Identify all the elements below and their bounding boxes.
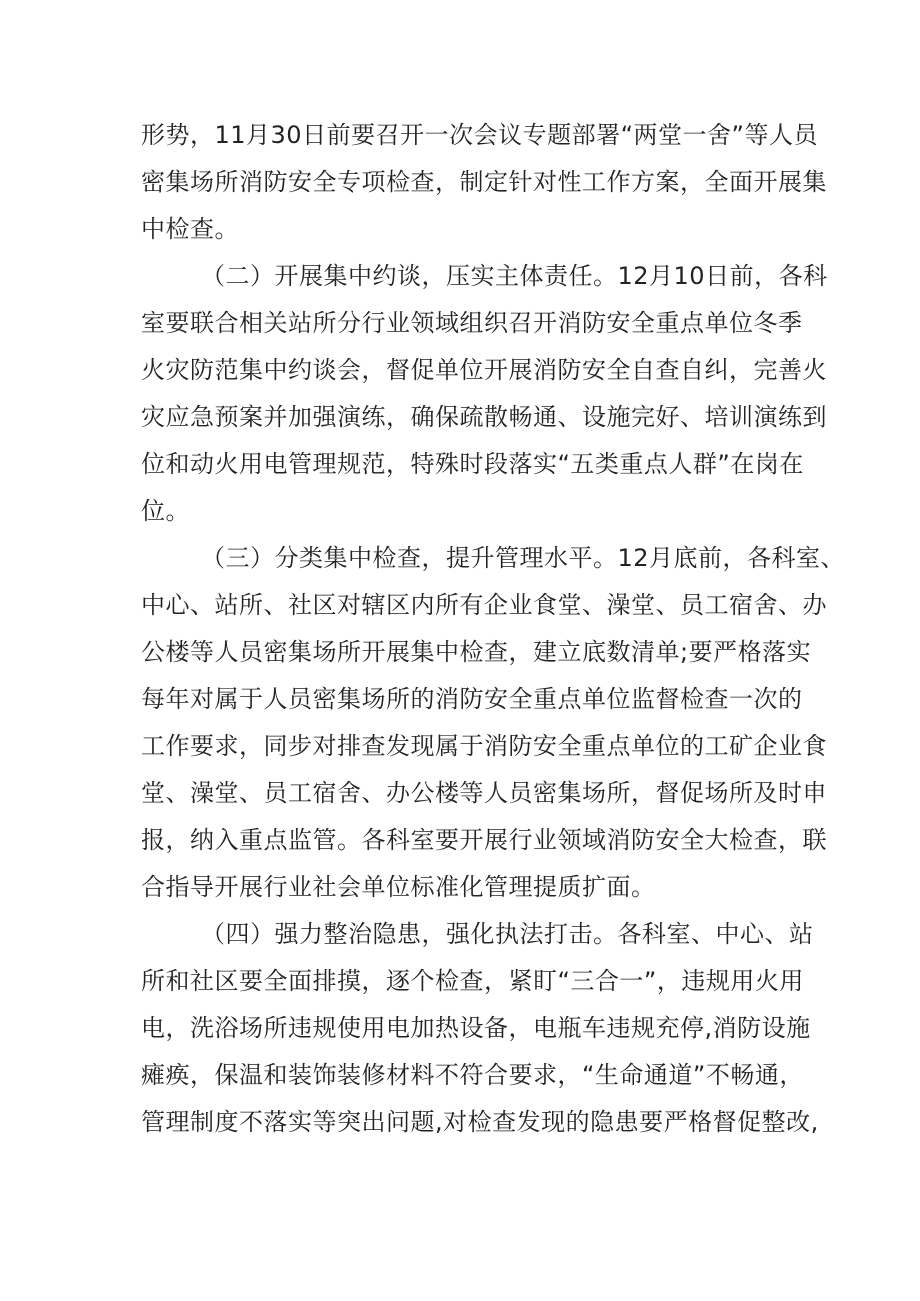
text-line: （二）开展集中约谈，压实主体责任。12月10日前，各科 [201,262,828,290]
text-line: 密集场所消防安全专项检查，制定针对性工作方案，全面开展集 [141,168,827,196]
text-line: 瘫痪，保温和装饰装修材料不符合要求，“生命通道”不畅通， [141,1061,804,1089]
text-line: 中心、站所、社区对辖区内所有企业食堂、澡堂、员工宿舍、办 [141,591,827,619]
text-line: 形势，11月30日前要召开一次会议专题部署“两堂一舍”等人员 [141,121,818,149]
text-line: 中检查。 [141,215,239,243]
document-body [141,112,846,1146]
text-line: 火灾防范集中约谈会，督促单位开展消防安全自查自纠，完善火 [141,356,827,384]
text-line: 报，纳入重点监管。各科室要开展行业领域消防安全大检查，联 [141,826,827,854]
text-line: 工作要求，同步对排查发现属于消防安全重点单位的工矿企业食 [141,732,827,760]
text-line: 位。 [141,497,190,525]
text-line: 所和社区要全面排摸，逐个检查，紧盯“三合一”，违规用火用 [141,967,804,995]
text-line: 灾应急预案并加强演练，确保疏散畅通、设施完好、培训演练到 [141,403,827,431]
text-line: 合指导开展行业社会单位标准化管理提质扩面。 [141,873,656,901]
text-line: 位和动火用电管理规范，特殊时段落实“五类重点人群”在岗在 [141,450,804,478]
text-line: （三）分类集中检查，提升管理水平。12月底前，各科室、 [201,544,846,572]
text-line: 公楼等人员密集场所开展集中检查，建立底数清单;要严格落实 [141,638,812,666]
text-line: 电，洗浴场所违规使用电加热设备，电瓶车违规充停,消防设施 [141,1014,811,1042]
text-line: 每年对属于人员密集场所的消防安全重点单位监督检查一次的 [141,685,803,713]
text-line: 管理制度不落实等突出问题,对检查发现的隐患要严格督促整改, [141,1108,819,1136]
text-line: （四）强力整治隐患，强化执法打击。各科室、中心、站 [201,920,814,948]
text-line: 室要联合相关站所分行业领域组织召开消防安全重点单位冬季 [141,309,803,337]
text-line: 堂、澡堂、员工宿舍、办公楼等人员密集场所，督促场所及时申 [141,779,827,807]
